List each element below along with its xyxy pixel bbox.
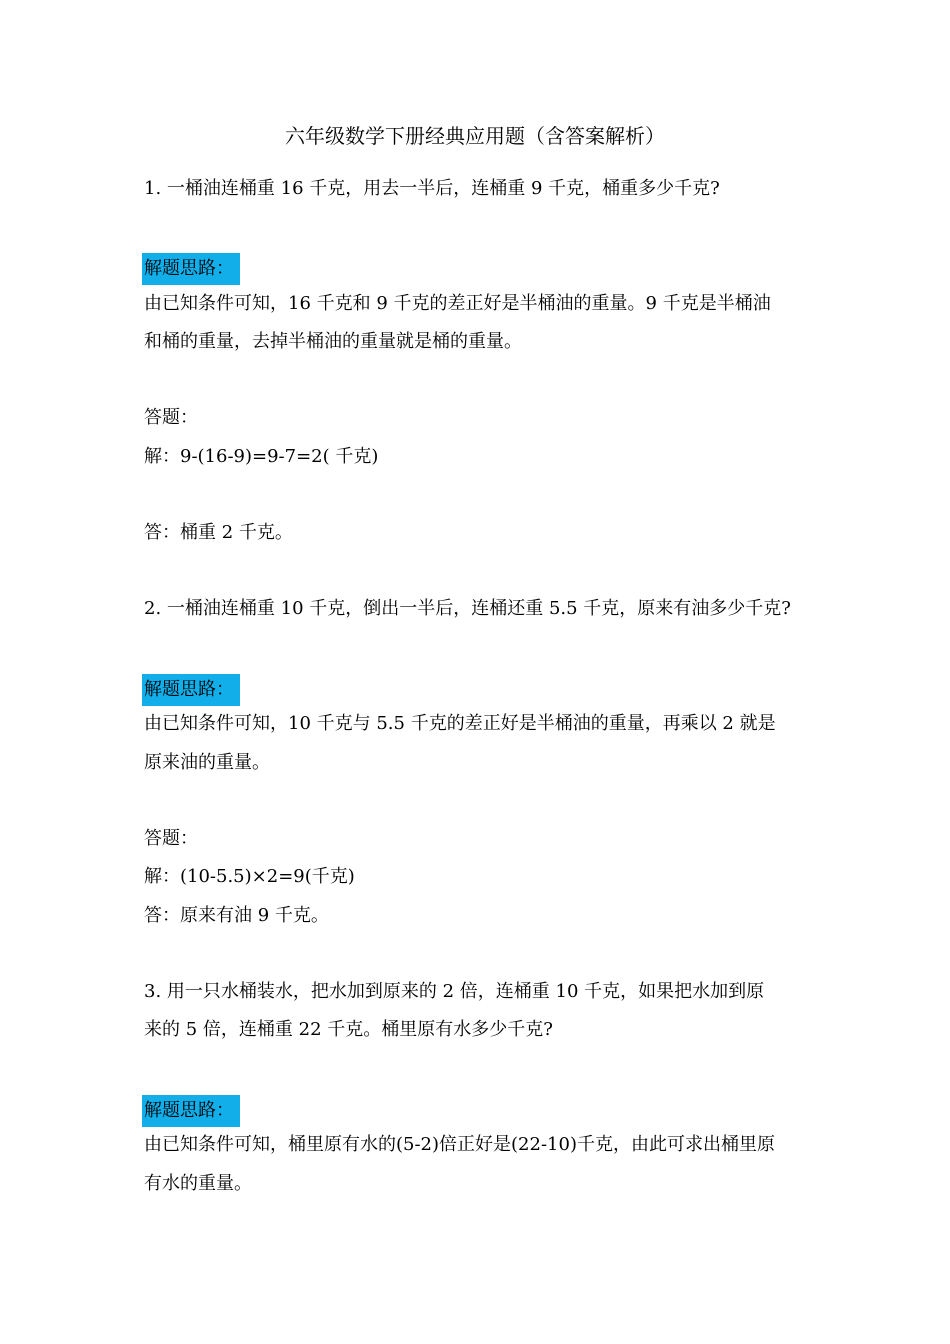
- q3-hint-line-1: 由已知条件可知，桶里原有水的(5-2)倍正好是(22-10)千克，由此可求出桶里原: [144, 1134, 775, 1155]
- q1-answer: 答：桶重 2 千克。: [144, 522, 293, 543]
- q2-answer: 答：原来有油 9 千克。: [144, 905, 329, 926]
- document-title: 六年级数学下册经典应用题（含答案解析）: [285, 124, 665, 148]
- q2-hint-line-1: 由已知条件可知，10 千克与 5.5 千克的差正好是半桶油的重量，再乘以 2 就是: [144, 713, 776, 734]
- q2-solution: 解：(10-5.5)×2=9(千克): [144, 866, 355, 887]
- q1-solution: 解：9-(16-9)=9-7=2( 千克): [144, 446, 379, 467]
- q2-hint-line-2: 原来油的重量。: [144, 752, 270, 773]
- q2-question: 2. 一桶油连桶重 10 千克，倒出一半后，连桶还重 5.5 千克，原来有油多少千克?: [144, 598, 791, 619]
- q3-question-line-1: 3. 用一只水桶装水，把水加到原来的 2 倍，连桶重 10 千克，如果把水加到原: [144, 981, 765, 1002]
- q2-answer-label: 答题：: [144, 828, 198, 849]
- q1-hint-line-2: 和桶的重量，去掉半桶油的重量就是桶的重量。: [144, 331, 522, 352]
- q1-hint-label-wrap: [144, 253, 240, 285]
- q3-hint-line-2: 有水的重量。: [144, 1173, 252, 1194]
- q2-hint-label-wrap: [144, 674, 240, 706]
- q1-question: 1. 一桶油连桶重 16 千克，用去一半后，连桶重 9 千克，桶重多少千克?: [144, 178, 720, 199]
- q1-answer-label: 答题：: [144, 407, 198, 428]
- q2-hint-label: 解题思路：: [142, 674, 240, 706]
- q1-hint-line-1: 由已知条件可知，16 千克和 9 千克的差正好是半桶油的重量。9 千克是半桶油: [144, 293, 771, 314]
- q1-hint-label: 解题思路：: [142, 253, 240, 285]
- q3-hint-label: 解题思路：: [142, 1095, 240, 1127]
- q3-hint-label-wrap: [144, 1095, 240, 1127]
- q3-question-line-2: 来的 5 倍，连桶重 22 千克。桶里原有水多少千克?: [144, 1019, 553, 1040]
